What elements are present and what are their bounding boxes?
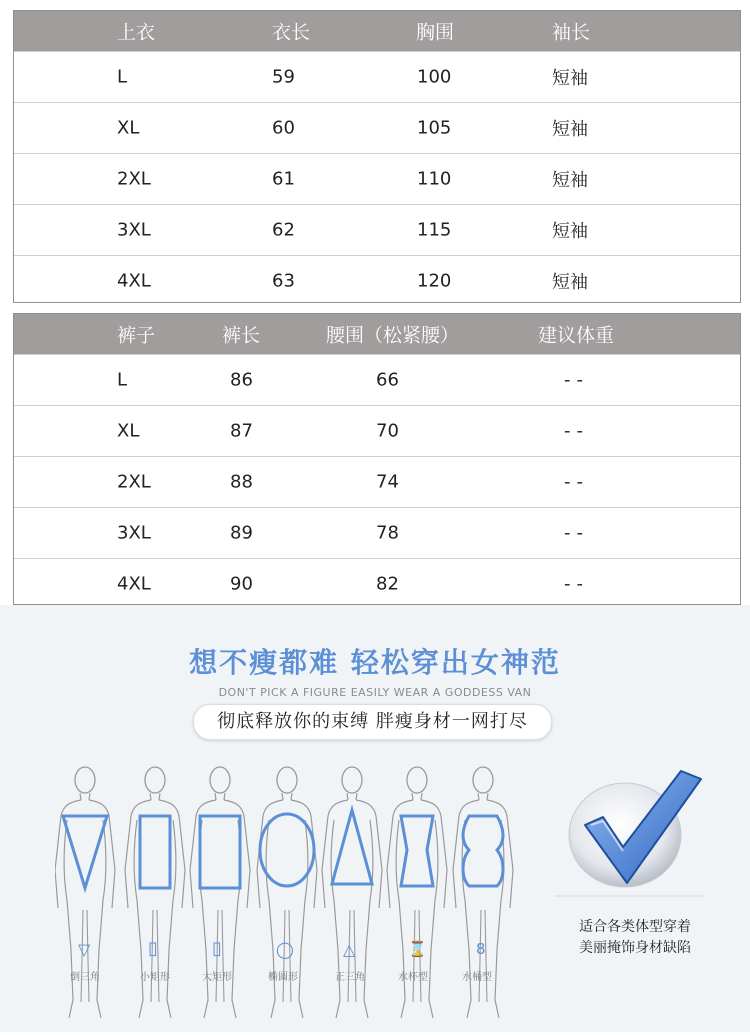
size-cell: L bbox=[117, 66, 128, 88]
table-row bbox=[14, 51, 740, 102]
waist-cell: 78 bbox=[376, 522, 399, 544]
table-row bbox=[14, 102, 740, 153]
body-type-label: 倒三角 bbox=[70, 972, 100, 983]
checkmark-shadow bbox=[555, 895, 705, 897]
sleeve-cell: 短袖 bbox=[552, 119, 588, 140]
body-type-label: 小矩形 bbox=[140, 972, 170, 983]
body-type-label: 水杯型 bbox=[398, 972, 428, 983]
top-size-table bbox=[13, 10, 741, 303]
waist-cell: 70 bbox=[376, 420, 399, 442]
body-type-label: 大矩形 bbox=[202, 972, 232, 983]
promo-banner: 彻底释放你的束缚 胖瘦身材一网打尽 bbox=[193, 704, 552, 740]
length-cell: 87 bbox=[230, 420, 253, 442]
size-cell: XL bbox=[117, 420, 140, 442]
chest-cell: 105 bbox=[417, 117, 452, 139]
length-cell: 59 bbox=[272, 66, 295, 88]
size-cell: 2XL bbox=[117, 168, 151, 190]
header-waist: 腰围（松紧腰） bbox=[326, 324, 460, 347]
promo-headline: 想不瘦都难 轻松穿出女神范 bbox=[189, 646, 561, 679]
sleeve-cell: 短袖 bbox=[552, 170, 588, 191]
length-cell: 90 bbox=[230, 573, 253, 595]
chest-cell: 100 bbox=[417, 66, 452, 88]
small-rectangle-icon: ▯ bbox=[148, 938, 158, 959]
body-type-label: 椭圆形 bbox=[268, 972, 298, 983]
body-type-promo bbox=[0, 605, 750, 1032]
header-length: 裤长 bbox=[222, 324, 261, 347]
waist-cell: 82 bbox=[376, 573, 399, 595]
waist-cell: 74 bbox=[376, 471, 399, 493]
size-cell: XL bbox=[117, 117, 140, 139]
weight-cell: -- bbox=[564, 522, 589, 544]
weight-cell: -- bbox=[564, 369, 589, 391]
body-figures-illustration bbox=[55, 745, 525, 1035]
fit-all-body-types-text bbox=[545, 917, 725, 959]
size-cell: 3XL bbox=[117, 219, 151, 241]
table-row bbox=[14, 204, 740, 255]
size-cell: L bbox=[117, 369, 128, 391]
weight-cell: -- bbox=[564, 573, 589, 595]
weight-cell: -- bbox=[564, 420, 589, 442]
table-row bbox=[14, 558, 740, 609]
pants-table-header bbox=[14, 314, 740, 354]
weight-cell: -- bbox=[564, 471, 589, 493]
table-row bbox=[14, 507, 740, 558]
bucket-icon: 8 bbox=[476, 940, 486, 958]
table-row bbox=[14, 354, 740, 405]
length-cell: 86 bbox=[230, 369, 253, 391]
body-type-label: 水桶型 bbox=[462, 972, 492, 983]
size-cell: 4XL bbox=[117, 270, 151, 292]
chest-cell: 115 bbox=[417, 219, 452, 241]
triangle-icon: △ bbox=[343, 940, 356, 959]
chest-cell: 120 bbox=[417, 270, 452, 292]
size-cell: 4XL bbox=[117, 573, 151, 595]
length-cell: 60 bbox=[272, 117, 295, 139]
header-weight: 建议体重 bbox=[538, 324, 615, 347]
table-row bbox=[14, 405, 740, 456]
header-chest: 胸围 bbox=[416, 21, 455, 44]
length-cell: 62 bbox=[272, 219, 295, 241]
header-sleeve: 袖长 bbox=[552, 21, 591, 44]
table-row bbox=[14, 456, 740, 507]
length-cell: 63 bbox=[272, 270, 295, 292]
body-type-label: 正三角 bbox=[335, 972, 365, 983]
waist-cell: 66 bbox=[376, 369, 399, 391]
fit-text-line1: 适合各类体型穿着 bbox=[579, 919, 691, 935]
size-cell: 2XL bbox=[117, 471, 151, 493]
length-cell: 88 bbox=[230, 471, 253, 493]
sleeve-cell: 短袖 bbox=[552, 221, 588, 242]
large-rectangle-icon: ▯ bbox=[212, 938, 222, 959]
hourglass-icon: ⌛ bbox=[408, 940, 427, 958]
table-row bbox=[14, 255, 740, 306]
checkmark-icon bbox=[563, 765, 713, 895]
chest-cell: 110 bbox=[417, 168, 452, 190]
header-category: 上衣 bbox=[117, 21, 156, 44]
pants-size-table bbox=[13, 313, 741, 605]
header-length: 衣长 bbox=[272, 21, 311, 44]
length-cell: 89 bbox=[230, 522, 253, 544]
top-table-header bbox=[14, 11, 740, 51]
size-cell: 3XL bbox=[117, 522, 151, 544]
table-row bbox=[14, 153, 740, 204]
sleeve-cell: 短袖 bbox=[552, 272, 588, 293]
sleeve-cell: 短袖 bbox=[552, 68, 588, 89]
header-category: 裤子 bbox=[117, 324, 156, 347]
inverted-triangle-icon: ▽ bbox=[78, 940, 91, 959]
oval-icon: ◯ bbox=[276, 940, 294, 959]
fit-text-line2: 美丽掩饰身材缺陷 bbox=[579, 940, 691, 956]
length-cell: 61 bbox=[272, 168, 295, 190]
promo-subline: DON'T PICK A FIGURE EASILY WEAR A GODDESS VAN bbox=[218, 686, 532, 699]
